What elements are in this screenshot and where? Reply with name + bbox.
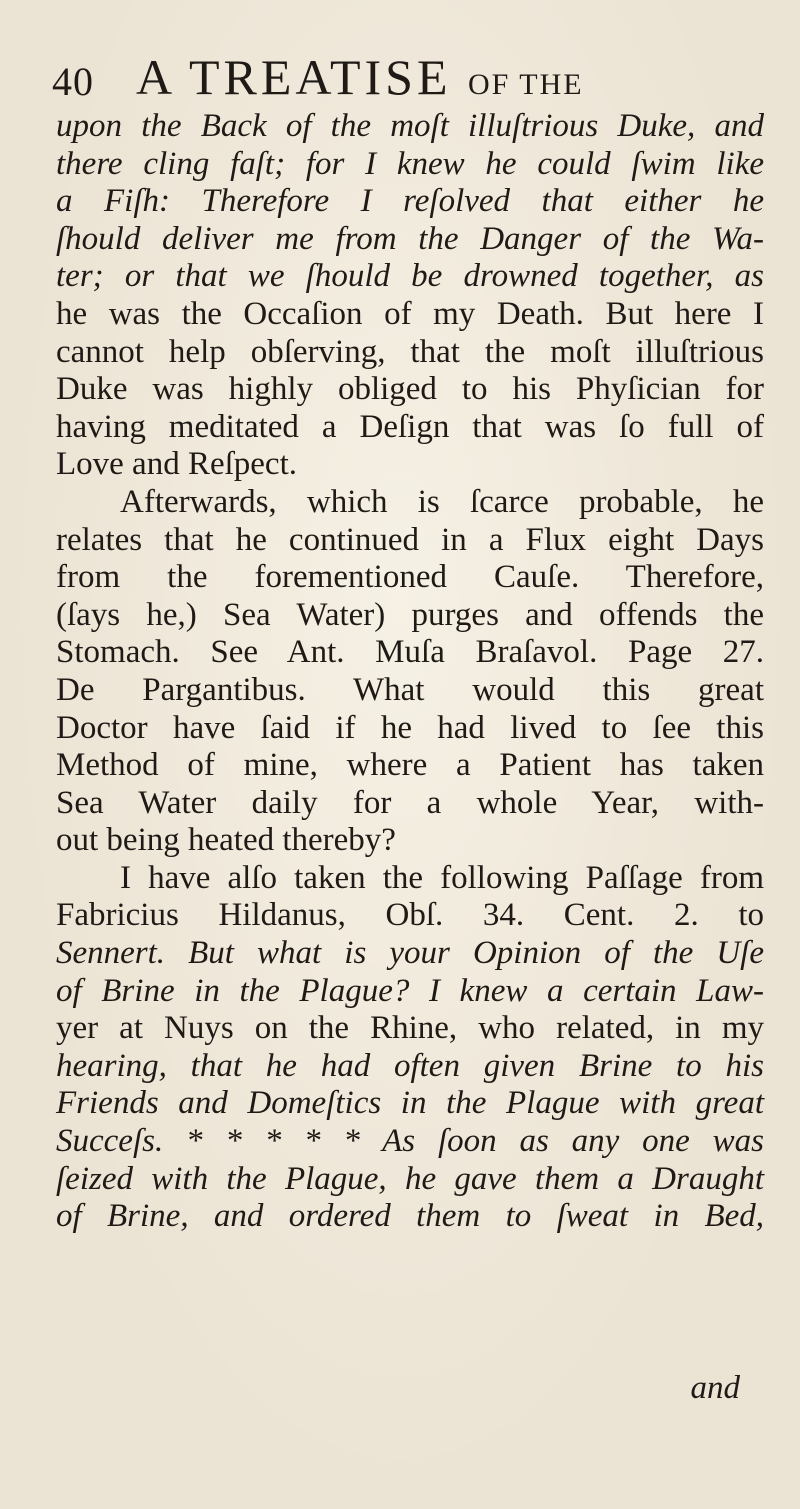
running-head-title: A TREATISE (136, 49, 452, 105)
text-line: Afterwards, which is ſcarce probable, he (120, 483, 764, 520)
body-text (56, 108, 764, 1236)
text-line: ter; or that we ſhould be drowned together, as (56, 258, 764, 295)
text-line: De Pargantibus. What would this great (56, 671, 764, 708)
text-line: Sea Water daily for a whole Year, with- (56, 784, 764, 821)
text-line: cannot help obſerving, that the moſt illuſtrious (56, 333, 764, 370)
text-line: having meditated a Deſign that was ſo full of (56, 408, 764, 445)
text-line: upon the Back of the moſt illuſtrious Duke, and (56, 108, 764, 144)
running-head-suffix: OF THE (468, 68, 584, 101)
text-line: (ſays he,) Sea Water) purges and offends the (56, 596, 764, 633)
text-line: of Brine, and ordered them to ſweat in Bed, (56, 1198, 764, 1235)
page-number: 40 (52, 59, 94, 104)
text-line: I have alſo taken the following Paſſage from (120, 859, 764, 896)
text-line: out being heated thereby? (56, 822, 396, 859)
running-head (136, 48, 584, 106)
text-line: Love and Reſpect. (56, 446, 297, 483)
text-line: Duke was highly obliged to his Phyſician for (56, 371, 764, 408)
catchword: and (690, 1370, 740, 1406)
text-line: Succeſs. * * * * * As ſoon as any one was (56, 1123, 764, 1160)
text-line: Stomach. See Ant. Muſa Braſavol. Page 27. (56, 634, 764, 671)
text-line: he was the Occaſion of my Death. But here I (56, 295, 764, 332)
text-line: relates that he continued in a Flux eight Days (56, 521, 764, 558)
text-line: Method of mine, where a Patient has taken (56, 747, 764, 784)
text-line: there cling faſt; for I knew he could ſwim like (56, 145, 764, 182)
text-line: ſeized with the Plague, he gave them a Draught (56, 1160, 764, 1197)
text-line: hearing, that he had often given Brine to his (56, 1047, 764, 1084)
text-line: a Fiſh: Therefore I reſolved that either he (56, 183, 764, 220)
text-line: yer at Nuys on the Rhine, who related, in my (56, 1010, 764, 1047)
page-header (52, 48, 752, 108)
text-line: Sennert. But what is your Opinion of the Uſe (56, 935, 764, 972)
text-line: Fabricius Hildanus, Obſ. 34. Cent. 2. to (56, 897, 764, 934)
text-line: Friends and Domeſtics in the Plague with great (56, 1085, 764, 1122)
text-line: Doctor have ſaid if he had lived to ſee this (56, 709, 764, 746)
text-line: ſhould deliver me from the Danger of the Wa- (56, 220, 764, 257)
text-line: of Brine in the Plague? I knew a certain Law- (56, 972, 764, 1009)
text-line: from the forementioned Cauſe. Therefore, (56, 559, 764, 596)
